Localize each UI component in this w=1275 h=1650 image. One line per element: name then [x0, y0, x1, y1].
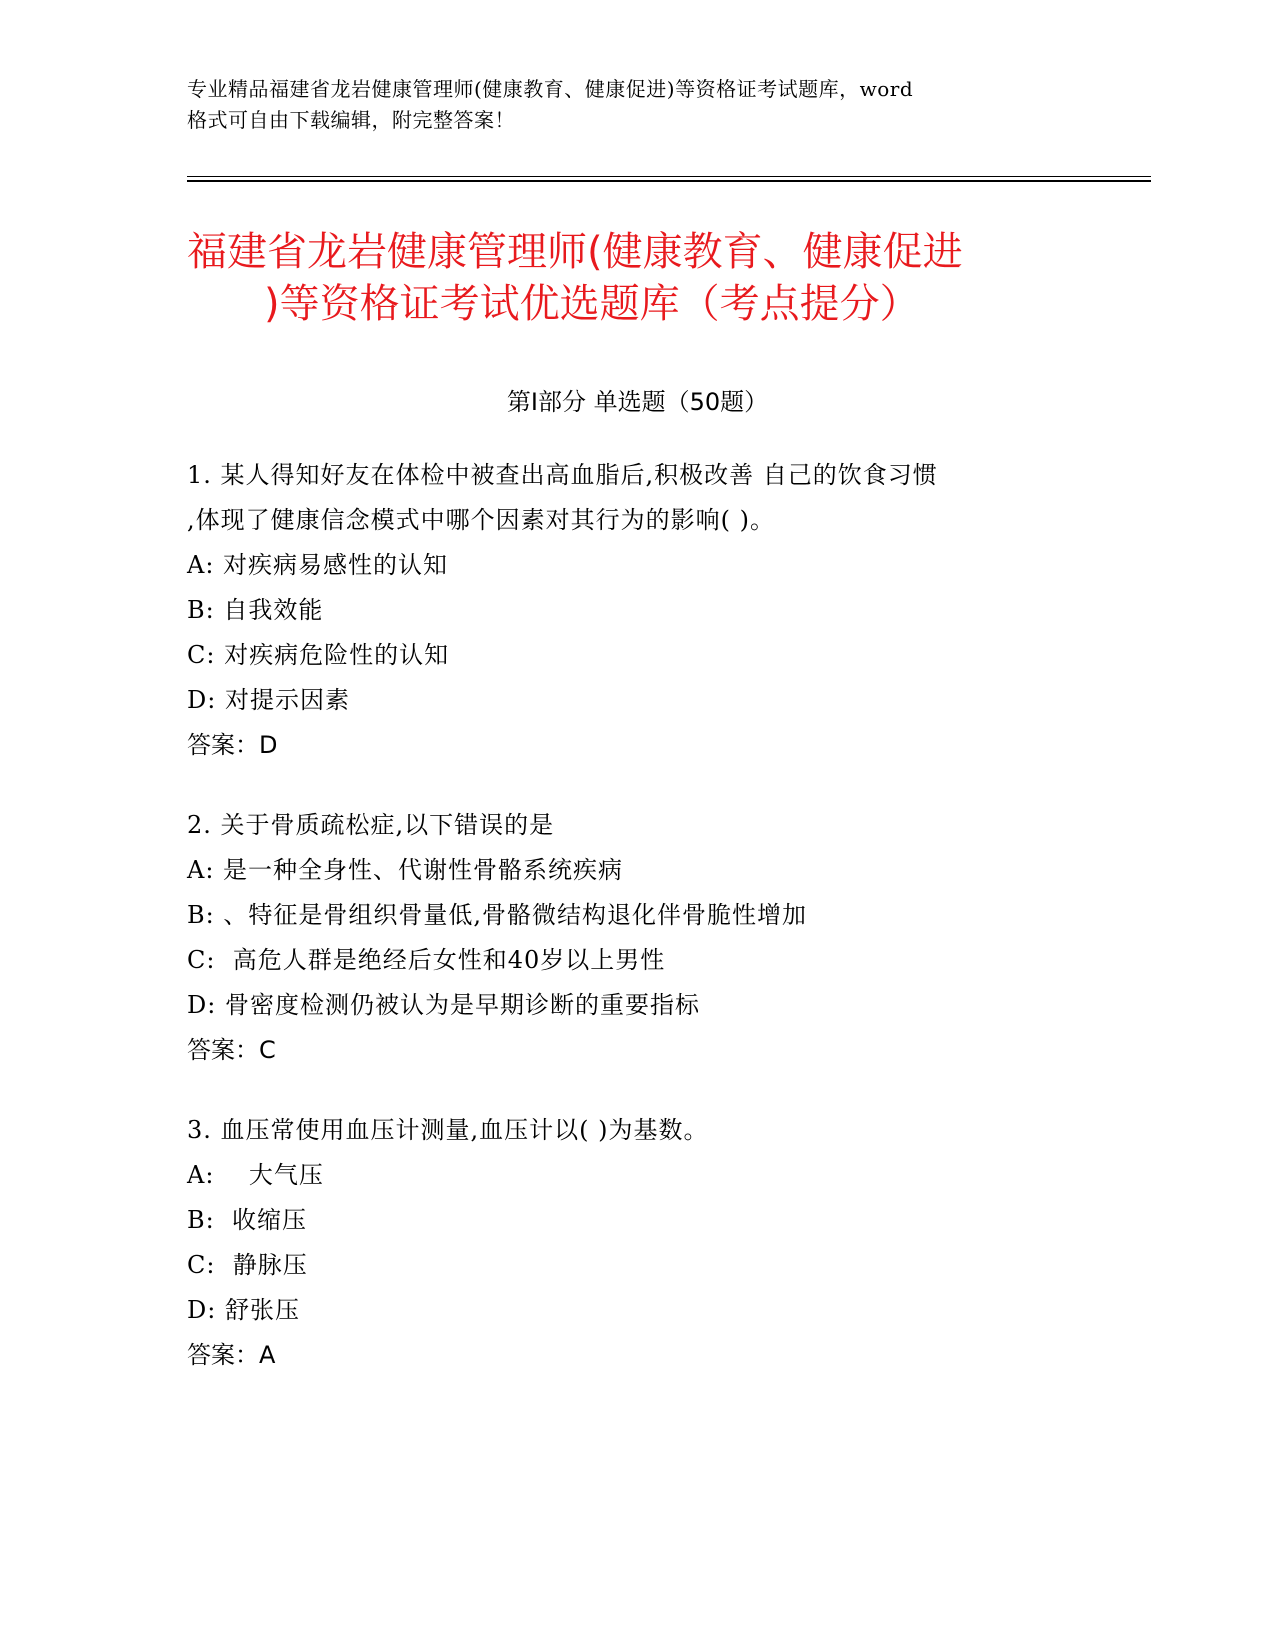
option-a: A: 大气压: [187, 1161, 324, 1189]
question-stem-continued: ,体现了健康信念模式中哪个因素对其行为的影响( )。: [187, 506, 775, 534]
question-3: [187, 1108, 1087, 1378]
header-note-line-1: 专业精品福建省龙岩健康管理师(健康教育、健康促进)等资格证考试题库，word: [187, 77, 914, 101]
answer: 答案：D: [187, 731, 278, 759]
option-d: D: 对提示因素: [187, 686, 350, 714]
document-title-line-2: )等资格证考试优选题库（考点提分）: [264, 281, 920, 327]
header-note-line-2: 格式可自由下载编辑，附完整答案！: [187, 108, 515, 132]
document-title-line-1: 福建省龙岩健康管理师(健康教育、健康促进: [187, 229, 963, 275]
question-stem: 3. 血压常使用血压计测量,血压计以( )为基数。: [187, 1116, 709, 1144]
question-stem: 2. 关于骨质疏松症,以下错误的是: [187, 811, 555, 839]
option-b: B: 收缩压: [187, 1206, 307, 1234]
header-note: [187, 74, 1067, 136]
question-1: [187, 453, 1087, 768]
question-2: [187, 803, 1087, 1073]
option-c: C: 对疾病危险性的认知: [187, 641, 450, 669]
option-a: A: 对疾病易感性的认知: [187, 551, 449, 579]
answer: 答案：C: [187, 1036, 276, 1064]
option-b: B: 自我效能: [187, 596, 324, 624]
header-divider-thin: [187, 176, 1151, 177]
header-divider-thick: [187, 180, 1151, 182]
option-b: B: 、特征是骨组织骨量低,骨骼微结构退化伴骨脆性增加: [187, 901, 807, 929]
answer: 答案：A: [187, 1341, 276, 1369]
section-title: 第Ⅰ部分 单选题（50题）: [506, 388, 769, 416]
option-c: C: 静脉压: [187, 1251, 308, 1279]
document-title: [187, 226, 1151, 330]
question-stem: 1. 某人得知好友在体检中被查出高血脂后,积极改善 自己的饮食习惯: [187, 461, 938, 489]
option-d: D: 骨密度检测仍被认为是早期诊断的重要指标: [187, 991, 700, 1019]
option-d: D: 舒张压: [187, 1296, 300, 1324]
option-a: A: 是一种全身性、代谢性骨骼系统疾病: [187, 856, 624, 884]
option-c: C: 高危人群是绝经后女性和40岁以上男性: [187, 946, 666, 974]
